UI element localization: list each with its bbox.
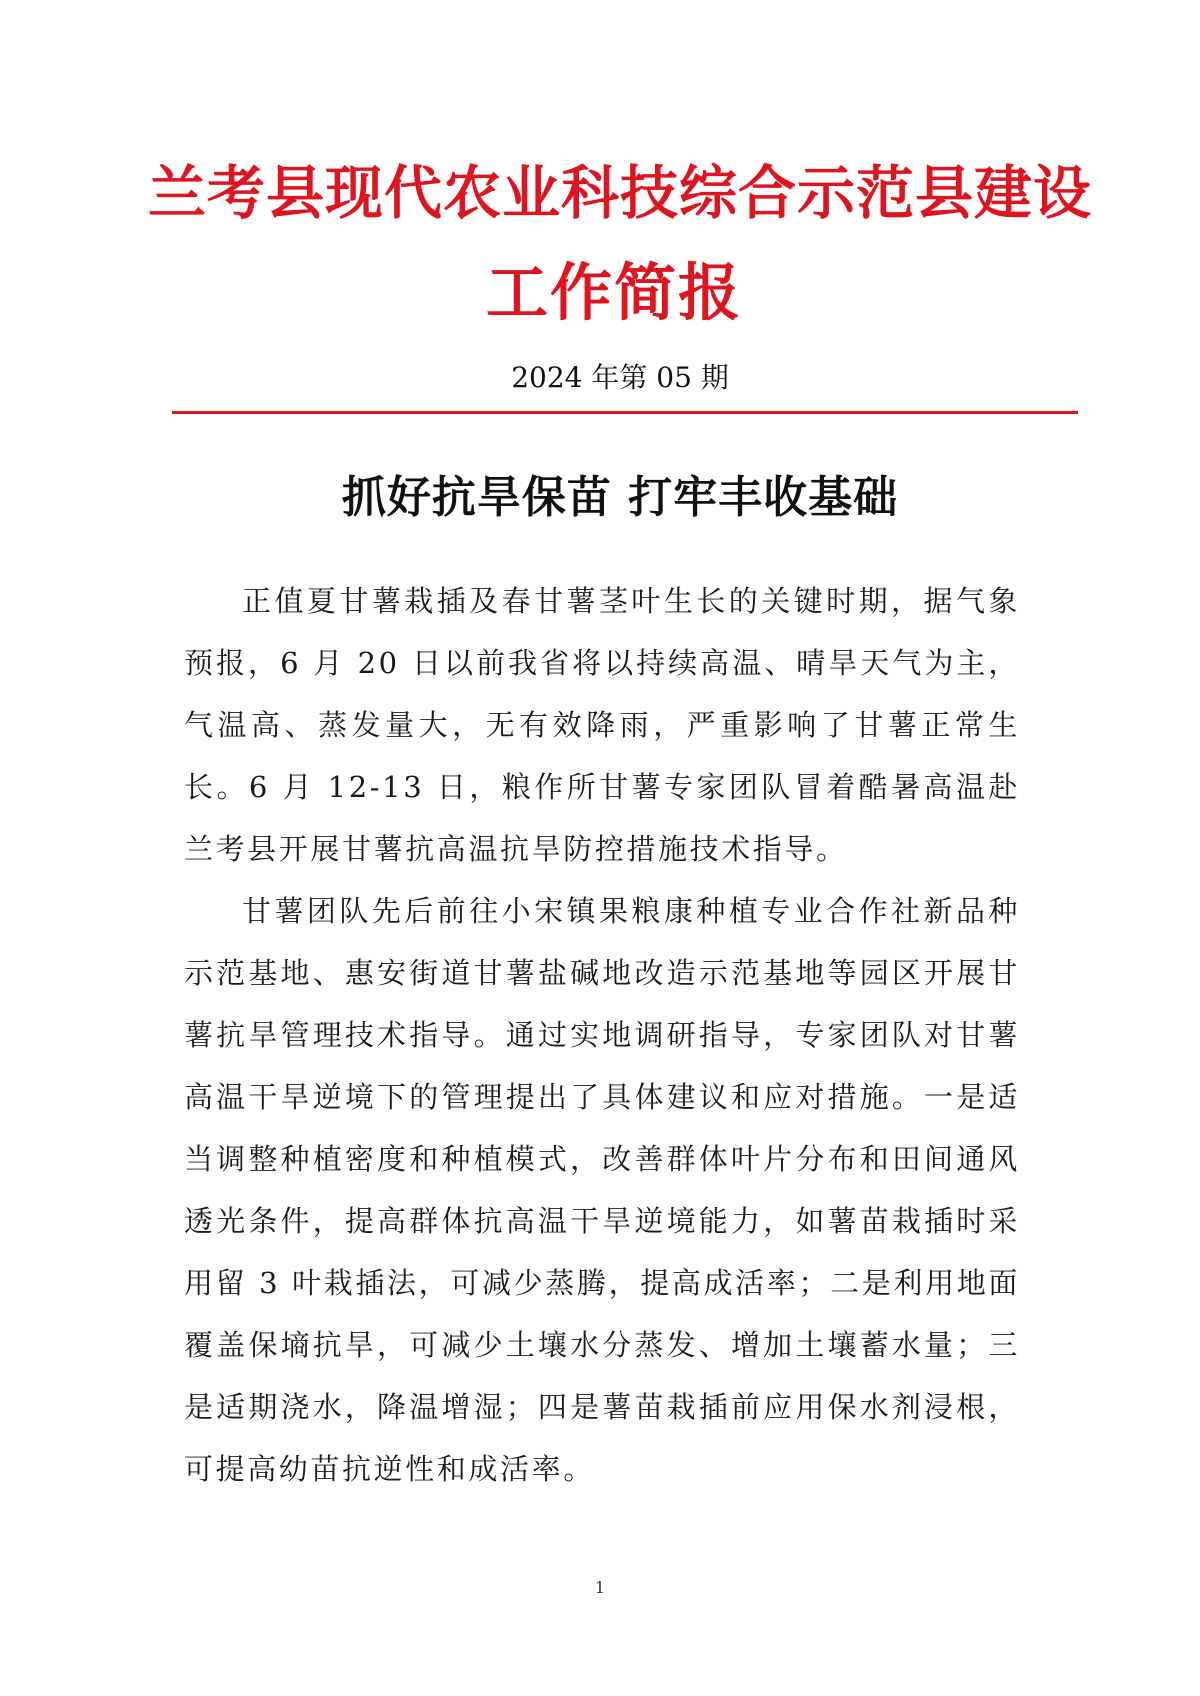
article-paragraph: 正值夏甘薯栽插及春甘薯茎叶生长的关键时期，据气象预报，6 月 20 日以前我省将以持续高温、晴旱天气为主，气温高、蒸发量大，无有效降雨，严重影响了甘薯正常生长。6 月 12-13 日，粮作所甘薯专家团队冒着酷暑高温赴兰考县开展甘薯抗高温抗旱防控措施技术指导。 <box>184 584 1020 866</box>
article-body <box>184 570 1020 1500</box>
issue-number: 2024 年第 05 期 <box>511 361 729 394</box>
masthead <box>0 148 1200 348</box>
masthead-title-line1: 兰考县现代农业科技综合示范县建设 <box>147 159 1092 227</box>
page-number: 1 <box>594 1578 606 1597</box>
article-paragraph: 甘薯团队先后前往小宋镇果粮康种植专业合作社新品种示范基地、惠安街道甘薯盐碱地改造示范基地等园区开展甘薯抗旱管理技术指导。通过实地调研指导，专家团队对甘薯高温干旱逆境下的管理提出了具体建议和应对措施。一是适当调整种植密度和种植模式，改善群体叶片分布和田间通风透光条件，提高群体抗高温干旱逆境能力，如薯苗栽插时采用留 3 叶栽插法，可减少蒸腾，提高成活率；二是利用地面覆盖保墒抗旱，可减少土壤水分蒸发、增加土壤蓄水量；三是适期浇水，降温增湿；四是薯苗栽插前应用保水剂浸根，可提高幼苗抗逆性和成活率。 <box>184 894 1020 1486</box>
article-title: 抓好抗旱保苗 打牢丰收基础 <box>341 472 899 523</box>
masthead-title-line2: 工作简报 <box>485 256 742 329</box>
red-divider <box>172 411 1078 414</box>
